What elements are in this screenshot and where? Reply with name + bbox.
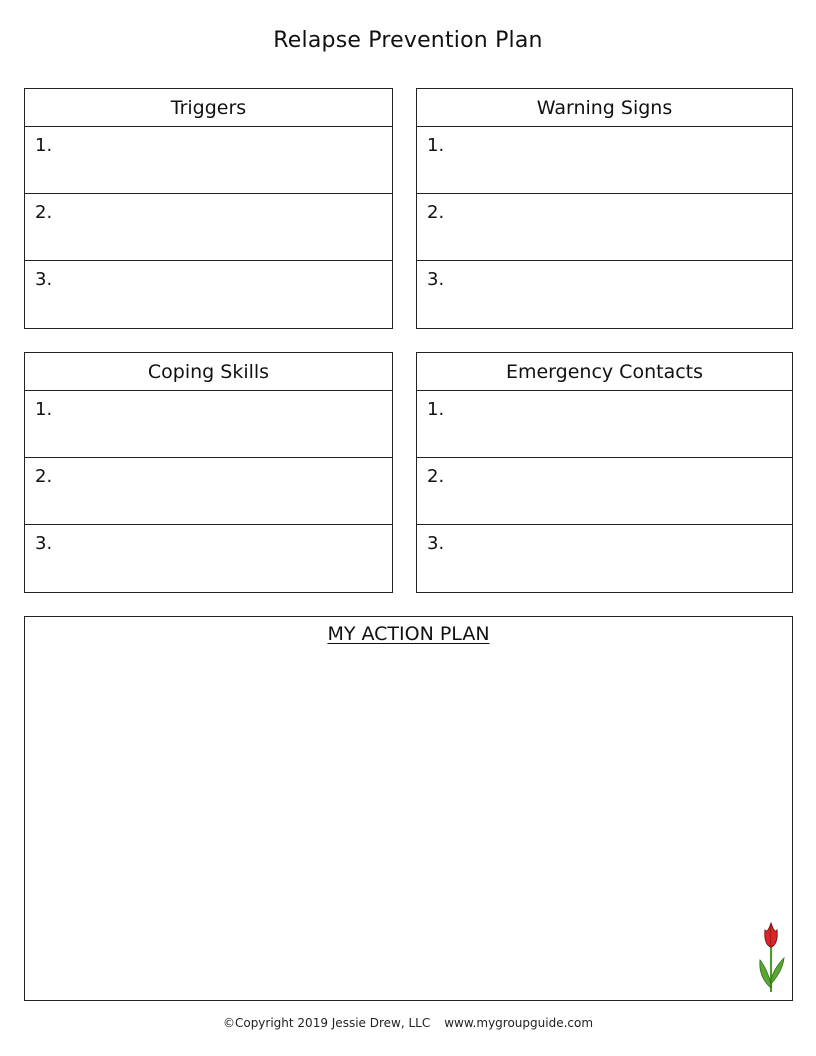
coping-skills-item-3[interactable]: 3. (35, 533, 53, 554)
emergency-contacts-heading: Emergency Contacts (417, 353, 792, 391)
footer-copyright: ©Copyright 2019 Jessie Drew, LLC (222, 1016, 431, 1030)
coping-skills-item-1[interactable]: 1. (25, 391, 392, 458)
footer (0, 1016, 816, 1030)
emergency-contacts-item-1[interactable]: 1. (417, 391, 792, 458)
triggers-box (24, 88, 393, 329)
footer-website[interactable]: www.mygroupguide.com (444, 1016, 594, 1030)
warning-signs-heading: Warning Signs (417, 89, 792, 127)
triggers-item-2[interactable]: 2. (25, 194, 392, 261)
action-plan-box[interactable] (24, 616, 793, 1001)
warning-signs-item-3[interactable]: 3. (427, 269, 445, 290)
tulip-icon (756, 920, 786, 994)
action-plan-heading: MY ACTION PLAN (327, 623, 490, 645)
coping-skills-heading: Coping Skills (25, 353, 392, 391)
triggers-item-1[interactable]: 1. (25, 127, 392, 194)
triggers-item-3[interactable]: 3. (35, 269, 53, 290)
warning-signs-box (416, 88, 793, 329)
emergency-contacts-item-3[interactable]: 3. (427, 533, 445, 554)
warning-signs-item-2[interactable]: 2. (417, 194, 792, 261)
action-plan-heading-wrap (25, 623, 792, 645)
page-title: Relapse Prevention Plan (273, 28, 543, 53)
coping-skills-item-2[interactable]: 2. (25, 458, 392, 525)
emergency-contacts-box (416, 352, 793, 593)
warning-signs-item-1[interactable]: 1. (417, 127, 792, 194)
emergency-contacts-item-2[interactable]: 2. (417, 458, 792, 525)
triggers-heading: Triggers (25, 89, 392, 127)
coping-skills-box (24, 352, 393, 593)
